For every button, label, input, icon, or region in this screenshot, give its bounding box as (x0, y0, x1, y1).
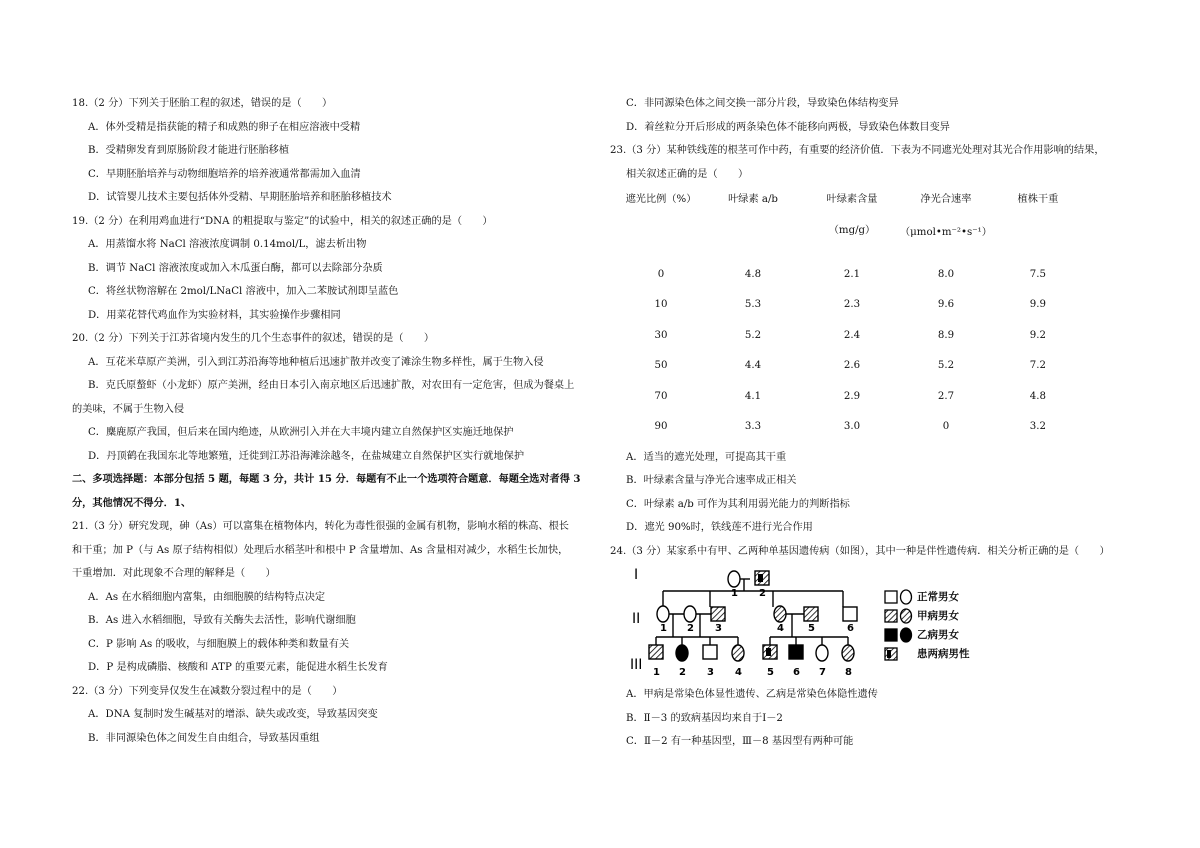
option-20d: D．丹顶鹤在我国东北等地繁殖，迁徙到江苏沿海滩涂越冬，在盐城建立自然保护区实行就地保护 (88, 450, 525, 462)
option-21d: D．P 是构成磷脂、核酸和 ATP 的重要元素，能促进水稻生长发育 (88, 662, 388, 673)
option-21b: B．As 进入水稻细胞，导致有关酶失去活性，影响代谢细胞 (88, 615, 356, 626)
table-unit: （mg/g） (828, 224, 876, 236)
table-cell: 7.2 (1029, 360, 1046, 371)
pedigree-II-5 (804, 607, 818, 621)
table-unit: （μmol•m⁻²•s⁻¹） (900, 226, 992, 238)
legend-label: 正常男女 (917, 591, 959, 603)
pedigree-num: 2 (679, 667, 686, 678)
pedigree-legend (884, 587, 970, 663)
option-23d: D．遮光 90%时，铁线莲不进行光合作用 (626, 522, 813, 533)
legend-both (884, 644, 970, 663)
pedigree-num: 5 (767, 667, 774, 678)
table-cell: 4.1 (744, 390, 762, 402)
legend-label: 甲病男女 (917, 610, 959, 622)
table-cell: 90 (654, 421, 668, 432)
question-23: 23.（3 分）某种铁线莲的根茎可作中药，有重要的经济价值．下表为不同遮光处理对其光合作用影响的结果， (610, 145, 1105, 156)
table-cell: 3.2 (1029, 421, 1046, 432)
table-row (620, 324, 1084, 355)
table-cell: 50 (654, 360, 668, 371)
table-cell: 5.2 (744, 329, 762, 341)
option-23a: A．适当的遮光处理，可提高其干重 (626, 451, 787, 463)
pedigree-I-2-mark (758, 574, 763, 582)
table-row (620, 263, 1084, 294)
pedigree-III-5-mark (766, 648, 771, 656)
pedigree-num: 6 (847, 623, 854, 634)
disease-a-symbol-icon (884, 608, 914, 624)
table-row (620, 354, 1084, 385)
table-cell: 9.6 (937, 299, 955, 310)
table-cell: 30 (654, 329, 668, 341)
gen-label-1: I (634, 567, 639, 583)
table-cell: 2.3 (843, 299, 861, 310)
table-cell: 2.9 (843, 390, 861, 402)
option-19d: D．用菜花替代鸡血作为实验材料，其实验操作步骤相同 (88, 309, 341, 321)
pedigree-num: 6 (793, 667, 800, 678)
pedigree-num: 3 (707, 667, 714, 678)
pedigree-figure (630, 565, 1010, 683)
section-heading-cont: 分，其他情况不得分．1、 (72, 496, 192, 509)
question-21-cont2: 干重增加．对此现象不合理的解释是（ ） (72, 568, 276, 579)
option-21a: A．As 在水稻细胞内富集，由细胞膜的结构特点决定 (88, 591, 326, 603)
table-cell: 0 (942, 421, 950, 432)
pedigree-III-1 (649, 645, 663, 659)
table-cell: 2.4 (843, 329, 861, 341)
option-24a: A．甲病是常染色体显性遗传、乙病是常染色体隐性遗传 (626, 689, 878, 700)
disease-b-symbol-icon (884, 627, 914, 643)
pedigree-num: 7 (819, 667, 826, 678)
table-cell: 7.5 (1029, 268, 1046, 280)
option-18b: B．受精卵发育到原肠阶段才能进行胚胎移植 (88, 145, 290, 156)
pedigree-II-6 (843, 607, 857, 621)
legend-label: 患两病男性 (917, 648, 970, 660)
shading-table (620, 188, 1084, 446)
table-cell: 5.2 (937, 360, 955, 371)
table-cell: 4.8 (744, 268, 762, 280)
gen-label-3: III (630, 657, 643, 673)
pedigree-III-6 (789, 645, 803, 659)
question-21-cont1: 和干重；加 P（与 As 原子结构相似）处理后水稻茎叶和根中 P 含量增加、As 含量相对减少，水稻生长加快， (72, 544, 569, 556)
option-18d: D．试管婴儿技术主要包括体外受精、早期胚胎培养和胚胎移植技术 (88, 192, 392, 203)
table-cell: 2.1 (843, 268, 861, 280)
pedigree-num: 2 (759, 588, 766, 599)
legend-disease-b (884, 625, 970, 644)
option-19c: C．将丝状物溶解在 2mol/LNaCl 溶液中，加入二苯胺试剂即呈蓝色 (88, 286, 399, 297)
table-cell: 10 (654, 299, 668, 310)
right-column (610, 92, 1140, 754)
question-18: 18.（2 分）下列关于胚胎工程的叙述，错误的是（ ） (72, 98, 333, 109)
table-cell: 4.8 (1029, 390, 1046, 402)
option-22a: A．DNA 复制时发生碱基对的增添、缺失或改变，导致基因突变 (88, 709, 378, 720)
question-21: 21.（3 分）研究发现，砷（As）可以富集在植物体内，转化为毒性很强的金属有机物，影响水稻的株高、根长 (72, 521, 569, 532)
option-22d: D．着丝粒分开后形成的两条染色体不能移向两极，导致染色体数目变异 (626, 121, 950, 133)
table-header: 遮光比例（%） (625, 194, 697, 205)
pedigree-num: 8 (845, 667, 852, 678)
question-23-cont: 相关叙述正确的是（ ） (626, 168, 749, 180)
option-21c: C．P 影响 As 的吸收，与细胞膜上的载体种类和数量有关 (88, 638, 350, 650)
table-cell: 5.3 (744, 299, 762, 310)
table-cell: 9.9 (1029, 299, 1046, 310)
question-20: 20.（2 分）下列关于江苏省境内发生的几个生态事件的叙述，错误的是（ ） (72, 333, 435, 344)
pedigree-num: 1 (731, 588, 738, 599)
pedigree-III-8 (842, 645, 854, 661)
pedigree-num: 2 (687, 623, 694, 634)
table-header: 叶绿素含量 (826, 194, 878, 205)
option-18a: A．体外受精是指获能的精子和成熟的卵子在相应溶液中受精 (88, 121, 361, 133)
option-19a: A．用蒸馏水将 NaCl 溶液浓度调制 0.14mol/L，滤去析出物 (88, 239, 367, 250)
pedigree-num: 4 (777, 623, 784, 634)
table-unit (620, 219, 702, 263)
table-unit-row (620, 219, 1084, 263)
table-header-row (620, 188, 1084, 219)
table-cell: 2.7 (937, 390, 955, 402)
legend-label: 乙病男女 (917, 629, 959, 641)
table-header: 植株干重 (1017, 194, 1059, 205)
legend-disease-a (884, 606, 970, 625)
table-header: 叶绿素 a/b (728, 194, 778, 205)
option-20b-cont: 的美味，不属于生物入侵 (72, 403, 185, 415)
pedigree-III-3 (703, 645, 717, 659)
question-22: 22.（3 分）下列变异仅发生在减数分裂过程中的是（ ） (72, 685, 343, 697)
pedigree-II-3 (711, 607, 725, 621)
table-header: 净光合速率 (920, 194, 972, 205)
table-cell: 2.6 (843, 360, 861, 371)
left-column (72, 92, 592, 750)
table-row (620, 385, 1084, 416)
pedigree-II-1 (657, 606, 669, 622)
pedigree-chart (630, 565, 880, 683)
option-18c: C．早期胚胎培养与动物细胞培养的培养液通常都需加入血清 (88, 168, 361, 180)
pedigree-num: 1 (660, 623, 667, 634)
pedigree-III-2 (676, 645, 688, 661)
table-cell: 3.0 (843, 421, 861, 432)
question-24: 24.（3 分）某家系中有甲、乙两种单基因遗传病（如图），其中一种是伴性遗传病．相关分析正确的是（ ） (610, 545, 1110, 557)
pedigree-num: 1 (653, 667, 660, 678)
table-cell: 9.2 (1029, 329, 1046, 341)
table-cell: 70 (654, 390, 668, 402)
option-24c: C．Ⅱ－2 有一种基因型，Ⅲ－8 基因型有两种可能 (626, 736, 854, 747)
pedigree-num: 4 (735, 667, 742, 678)
table-cell: 8.9 (937, 329, 955, 341)
table-cell: 0 (657, 268, 665, 280)
option-24b: B．Ⅱ－3 的致病基因均来自于Ⅰ－2 (626, 712, 783, 724)
option-20b: B．克氏原螯虾（小龙虾）原产美洲，经由日本引入南京地区后迅速扩散，对农田有一定危害，但成为餐桌上 (88, 380, 575, 391)
table-unit (992, 219, 1084, 263)
pedigree-II-2 (684, 606, 696, 622)
table-unit (702, 219, 804, 263)
option-22b: B．非同源染色体之间发生自由组合，导致基因重组 (88, 732, 320, 744)
pedigree-I-1 (728, 571, 740, 587)
question-19: 19.（2 分）在利用鸡血进行“DNA 的粗提取与鉴定”的试验中，相关的叙述正确的是（ ） (72, 215, 493, 227)
table-cell: 4.4 (744, 360, 762, 371)
option-23c: C．叶绿素 a/b 可作为其利用弱光能力的判断指标 (626, 498, 850, 510)
pedigree-III-7 (816, 645, 828, 661)
pedigree-II-4 (774, 606, 786, 622)
pedigree-III-4 (732, 645, 744, 661)
pedigree-num: 5 (808, 623, 815, 634)
option-19b: B．调节 NaCl 溶液浓度或加入木瓜蛋白酶，都可以去除部分杂质 (88, 262, 383, 274)
table-cell: 8.0 (937, 268, 955, 280)
legend-normal (884, 587, 970, 606)
option-23b: B．叶绿素含量与净光合速率成正相关 (626, 475, 797, 486)
pedigree-num: 3 (715, 623, 722, 634)
normal-symbol-icon (884, 589, 914, 605)
both-diseases-symbol-icon (884, 646, 914, 662)
table-cell: 3.3 (744, 421, 762, 432)
table-row (620, 415, 1084, 446)
section-heading: 二、多项选择题：本部分包括 5 题，每题 3 分，共计 15 分．每题有不止一个选项符合题意．每题全选对者得 3 (72, 473, 581, 485)
option-20c: C．麋鹿原产我国，但后来在国内绝迹，从欧洲引入并在大丰境内建立自然保护区实施迁地保护 (88, 427, 514, 438)
gen-label-2: II (632, 611, 641, 627)
option-22c: C．非同源染色体之间交换一部分片段，导致染色体结构变异 (626, 98, 899, 109)
option-20a: A．互花米草原产美洲，引入到江苏沿海等地种植后迅速扩散并改变了滩涂生物多样性，属于生物入侵 (88, 356, 544, 368)
table-row (620, 293, 1084, 324)
